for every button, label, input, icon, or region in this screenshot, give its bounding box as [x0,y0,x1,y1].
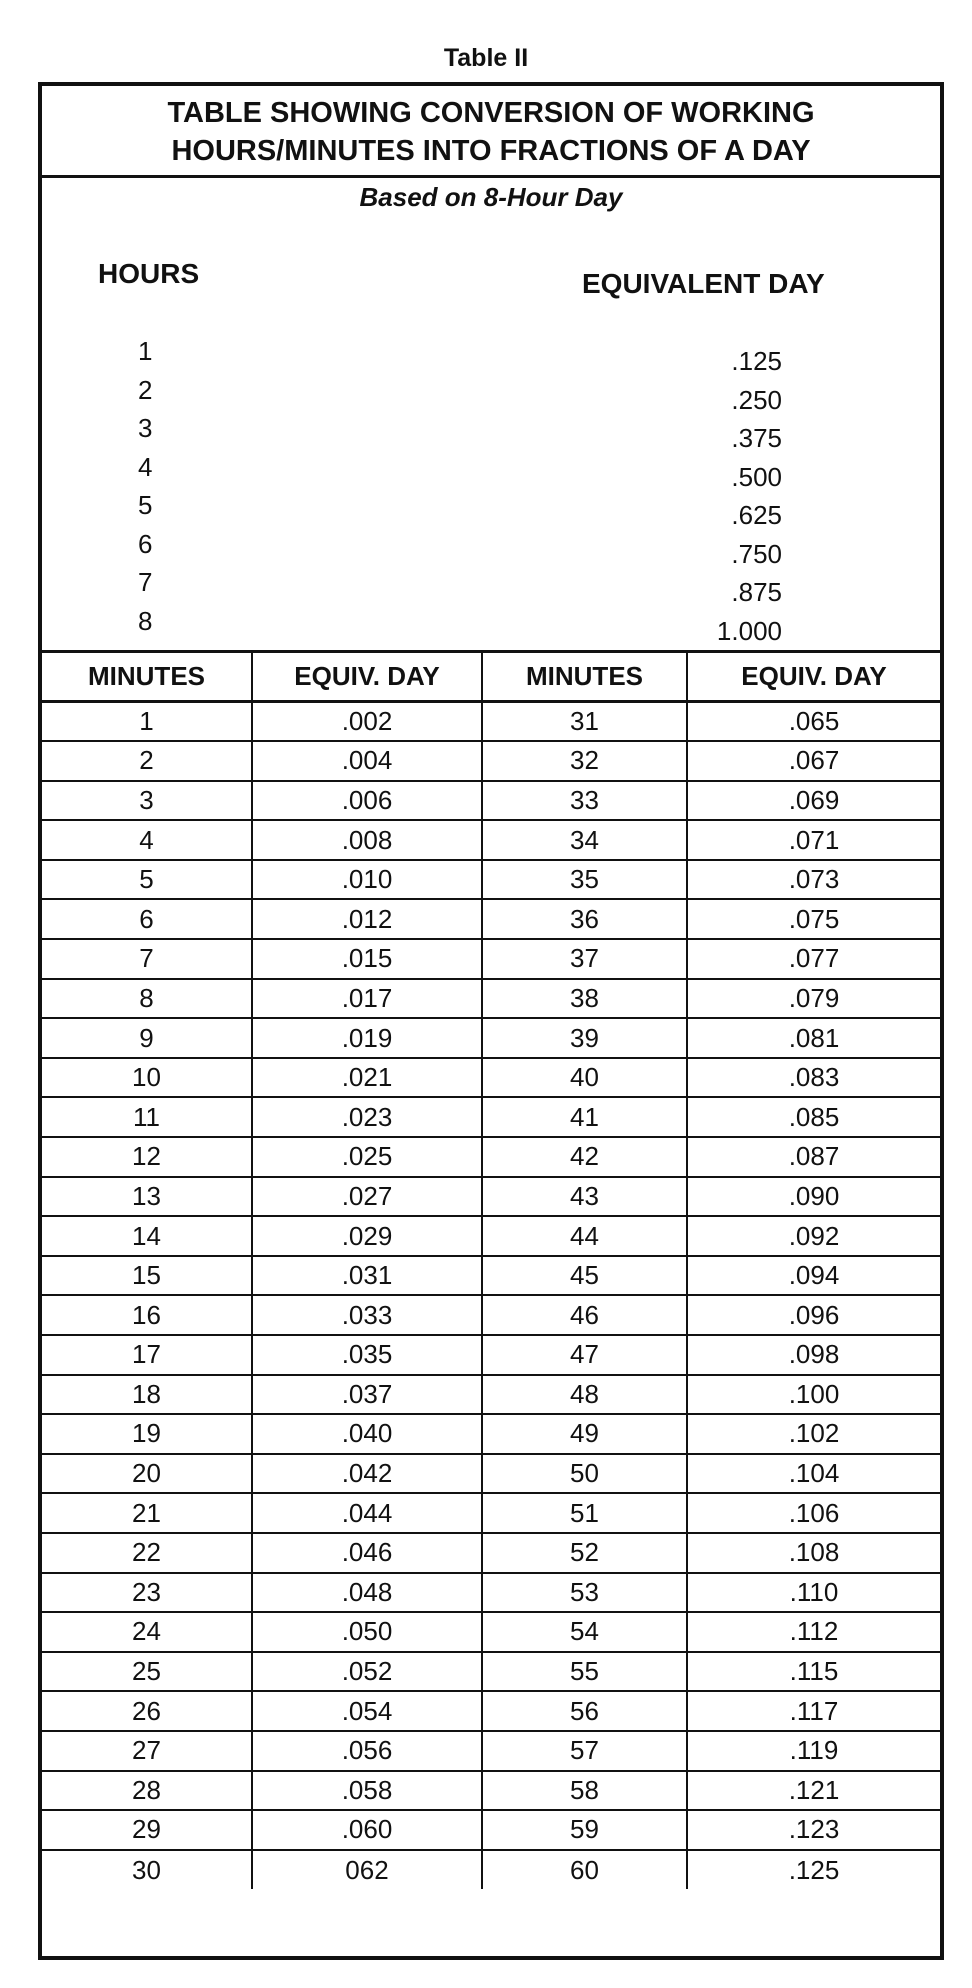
equiv-day-cell: .087 [687,1137,940,1177]
minutes-cell: 60 [482,1850,687,1890]
minutes-cell: 52 [482,1533,687,1573]
equiv-day-cell: .067 [687,741,940,781]
minutes-cell: 49 [482,1414,687,1454]
table-title [42,86,940,178]
equiv-day-cell: .050 [252,1612,482,1652]
minutes-cell: 36 [482,899,687,939]
minutes-cell: 12 [42,1137,252,1177]
equiv-day-cell: .033 [252,1295,482,1335]
hour-equiv-value: .875 [731,577,782,607]
hours-equivalent-list [662,342,782,650]
minutes-cell: 26 [42,1691,252,1731]
minutes-cell: 42 [482,1137,687,1177]
equiv-day-cell: .054 [252,1691,482,1731]
minutes-cell: 47 [482,1335,687,1375]
table-row [42,860,940,900]
equiv-day-cell: .027 [252,1177,482,1217]
table-row [42,1018,940,1058]
equiv-day-cell: .117 [687,1691,940,1731]
hour-equiv-value: .625 [731,500,782,530]
equiv-day-cell: .012 [252,899,482,939]
hour-equiv-value: .375 [731,423,782,453]
hour-value: 6 [138,528,153,559]
table-row [42,1058,940,1098]
minutes-cell: 22 [42,1533,252,1573]
equivalent-day-header: EQUIVALENT DAY [582,268,825,299]
equiv-day-cell: .085 [687,1097,940,1137]
equiv-day-cell: .073 [687,860,940,900]
hour-value: 2 [138,374,153,405]
minutes-cell: 44 [482,1216,687,1256]
table-row [42,1177,940,1217]
equiv-day-cell: 062 [252,1850,482,1890]
equiv-day-cell: .081 [687,1018,940,1058]
hours-list [138,332,198,640]
equiv-day-cell: .060 [252,1810,482,1850]
equiv-day-cell: .077 [687,939,940,979]
minutes-cell: 37 [482,939,687,979]
minutes-cell: 41 [482,1097,687,1137]
equiv-day-cell: .094 [687,1256,940,1296]
equiv-day-cell: .106 [687,1493,940,1533]
equiv-day-cell: .048 [252,1573,482,1613]
equiv-day-cell: .031 [252,1256,482,1296]
minutes-cell: 15 [42,1256,252,1296]
minutes-cell: 20 [42,1454,252,1494]
equiv-day-cell: .017 [252,979,482,1019]
table-row [42,1573,940,1613]
table-row [42,1216,940,1256]
column-header: MINUTES [482,652,687,702]
table-row [42,939,940,979]
minutes-cell: 2 [42,741,252,781]
minutes-cell: 9 [42,1018,252,1058]
column-header: MINUTES [42,652,252,702]
minutes-cell: 56 [482,1691,687,1731]
hour-value: 5 [138,490,153,520]
minutes-cell: 1 [42,702,252,742]
minutes-cell: 50 [482,1454,687,1494]
equiv-day-cell: .083 [687,1058,940,1098]
hour-equiv-value: .500 [731,461,782,492]
equiv-day-cell: .071 [687,820,940,860]
title-line-1: TABLE SHOWING CONVERSION OF WORKING [167,97,815,129]
minutes-cell: 31 [482,702,687,742]
equiv-day-cell: .092 [687,1216,940,1256]
minutes-cell: 45 [482,1256,687,1296]
minutes-cell: 28 [42,1771,252,1811]
equiv-day-cell: .056 [252,1731,482,1771]
equiv-day-cell: .008 [252,820,482,860]
minutes-cell: 23 [42,1573,252,1613]
column-header: EQUIV. DAY [687,652,940,702]
table-row [42,1691,940,1731]
hour-equiv-value: .125 [731,346,782,376]
table-row [42,702,940,742]
hour-equiv-value: .750 [731,538,782,569]
table-row [42,1256,940,1296]
minutes-cell: 38 [482,979,687,1019]
minutes-cell: 29 [42,1810,252,1850]
minutes-cell: 55 [482,1652,687,1692]
hour-value: 3 [138,413,153,443]
minutes-cell: 33 [482,781,687,821]
equiv-day-cell: .079 [687,979,940,1019]
hour-equiv-value: .250 [731,384,782,415]
conversion-table [38,82,944,1960]
minutes-cell: 54 [482,1612,687,1652]
equiv-day-cell: .044 [252,1493,482,1533]
equiv-day-cell: .112 [687,1612,940,1652]
minutes-cell: 35 [482,860,687,900]
equiv-day-cell: .104 [687,1454,940,1494]
minutes-cell: 32 [482,741,687,781]
column-header: EQUIV. DAY [252,652,482,702]
minutes-cell: 18 [42,1375,252,1415]
equiv-day-cell: .058 [252,1771,482,1811]
equiv-day-cell: .119 [687,1731,940,1771]
equiv-day-cell: .075 [687,899,940,939]
minutes-cell: 21 [42,1493,252,1533]
equiv-day-cell: .052 [252,1652,482,1692]
hours-header: HOURS [98,258,200,289]
minutes-cell: 6 [42,899,252,939]
table-row [42,1652,940,1692]
equiv-day-cell: .015 [252,939,482,979]
table-row [42,1335,940,1375]
minutes-cell: 39 [482,1018,687,1058]
table-row [42,899,940,939]
minutes-cell: 11 [42,1097,252,1137]
equiv-day-cell: .125 [687,1850,940,1890]
table-row [42,1454,940,1494]
minutes-cell: 14 [42,1216,252,1256]
minutes-cell: 43 [482,1177,687,1217]
equiv-day-cell: .002 [252,702,482,742]
minutes-cell: 7 [42,939,252,979]
table-caption: Table II [443,44,529,72]
title-line-2: HOURS/MINUTES INTO FRACTIONS OF A DAY [171,135,811,167]
minutes-cell: 25 [42,1652,252,1692]
table-row [42,1771,940,1811]
equiv-day-cell: .069 [687,781,940,821]
table-row [42,741,940,781]
hour-value: 1 [138,336,153,366]
equiv-day-cell: .108 [687,1533,940,1573]
minutes-cell: 17 [42,1335,252,1375]
equiv-day-cell: .029 [252,1216,482,1256]
equiv-day-cell: .065 [687,702,940,742]
minutes-cell: 57 [482,1731,687,1771]
equiv-day-cell: .115 [687,1652,940,1692]
minutes-cell: 59 [482,1810,687,1850]
minutes-cell: 27 [42,1731,252,1771]
table-row [42,1493,940,1533]
equiv-day-cell: .100 [687,1375,940,1415]
minutes-cell: 13 [42,1177,252,1217]
equiv-day-cell: .110 [687,1573,940,1613]
minutes-cell: 8 [42,979,252,1019]
equiv-day-cell: .010 [252,860,482,900]
table-row [42,1097,940,1137]
equiv-day-cell: .004 [252,741,482,781]
minutes-table-body [42,702,940,1890]
hour-value: 4 [138,451,153,482]
table-row [42,1850,940,1890]
table-row [42,781,940,821]
minutes-cell: 40 [482,1058,687,1098]
table-row [42,1295,940,1335]
table-row [42,1533,940,1573]
minutes-cell: 30 [42,1850,252,1890]
minutes-cell: 16 [42,1295,252,1335]
equiv-day-cell: .090 [687,1177,940,1217]
minutes-cell: 3 [42,781,252,821]
equiv-day-cell: .025 [252,1137,482,1177]
equiv-day-cell: .123 [687,1810,940,1850]
minutes-cell: 24 [42,1612,252,1652]
table-subtitle: Based on 8-Hour Day [359,182,623,212]
equiv-day-cell: .046 [252,1533,482,1573]
equiv-day-cell: .042 [252,1454,482,1494]
equiv-day-cell: .019 [252,1018,482,1058]
minutes-cell: 53 [482,1573,687,1613]
minutes-header-row [42,652,940,702]
table-row [42,1612,940,1652]
table-row [42,1375,940,1415]
hour-value: 8 [138,605,153,636]
table-row [42,1414,940,1454]
minutes-cell: 10 [42,1058,252,1098]
equiv-day-cell: .023 [252,1097,482,1137]
equiv-day-cell: .102 [687,1414,940,1454]
table-row [42,979,940,1019]
equiv-day-cell: .021 [252,1058,482,1098]
minutes-cell: 48 [482,1375,687,1415]
hour-equiv-value: 1.000 [716,615,782,646]
table-row [42,1810,940,1850]
equiv-day-cell: .121 [687,1771,940,1811]
minutes-cell: 46 [482,1295,687,1335]
table-row [42,820,940,860]
equiv-day-cell: .040 [252,1414,482,1454]
equiv-day-cell: .035 [252,1335,482,1375]
minutes-cell: 51 [482,1493,687,1533]
minutes-cell: 58 [482,1771,687,1811]
equiv-day-cell: .006 [252,781,482,821]
minutes-cell: 4 [42,820,252,860]
hour-value: 7 [138,567,153,597]
minutes-cell: 19 [42,1414,252,1454]
table-row [42,1731,940,1771]
minutes-cell: 34 [482,820,687,860]
equiv-day-cell: .096 [687,1295,940,1335]
equiv-day-cell: .098 [687,1335,940,1375]
minutes-cell: 5 [42,860,252,900]
equiv-day-cell: .037 [252,1375,482,1415]
minutes-table [42,650,940,1889]
table-row [42,1137,940,1177]
